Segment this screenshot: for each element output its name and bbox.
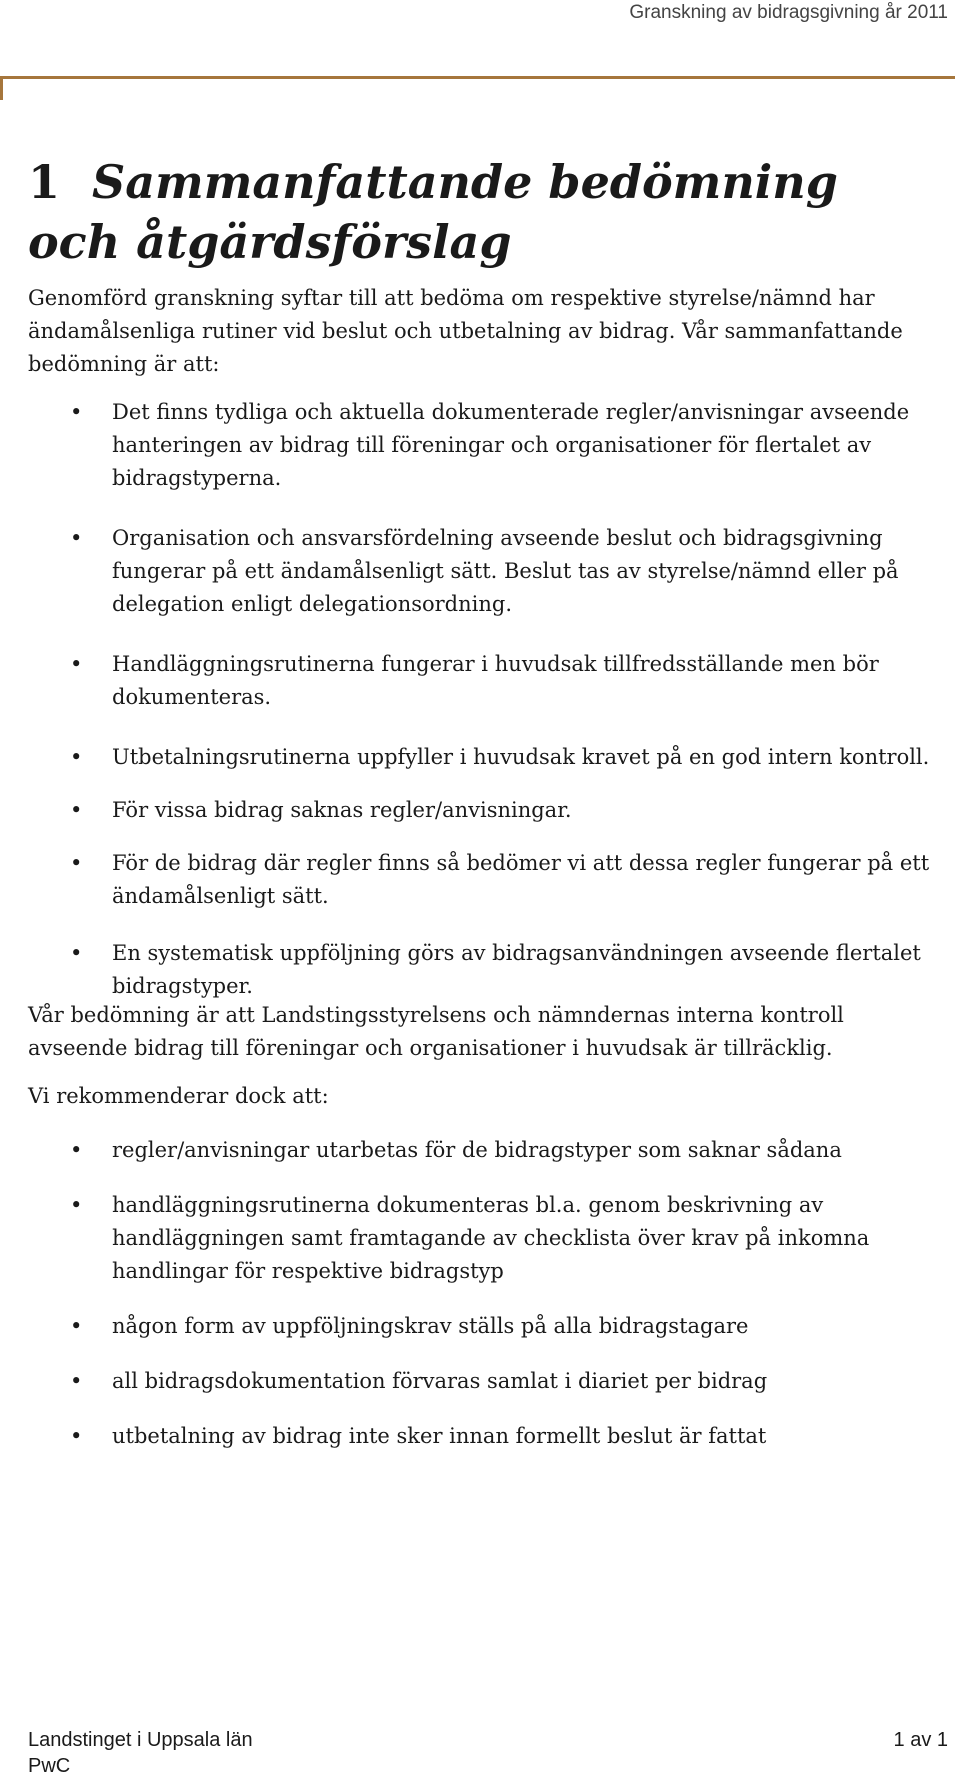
bullet-icon: • bbox=[70, 652, 83, 676]
bullet-icon: • bbox=[70, 1314, 83, 1338]
list-item-text: regler/anvisningar utarbetas för de bidragstyper som saknar sådana bbox=[112, 1138, 842, 1162]
footer-org: Landstinget i Uppsala län bbox=[28, 1729, 253, 1751]
footer-left bbox=[28, 1727, 253, 1779]
list-item bbox=[0, 1189, 952, 1288]
list-item-text: Det finns tydliga och aktuella dokumenterade regler/anvisningar avseende hanteringen av bidrag till föreningar och organisationer för flertalet av bidragstyperna. bbox=[112, 400, 910, 490]
bullet-icon: • bbox=[70, 941, 83, 965]
bullet-icon: • bbox=[70, 400, 83, 424]
list-item-text: En systematisk uppföljning görs av bidragsanvändningen avseende flertalet bidragstyper. bbox=[112, 941, 921, 998]
list-item bbox=[0, 741, 952, 774]
list-item bbox=[0, 1365, 952, 1398]
list-item-text: någon form av uppföljningskrav ställs på alla bidragstagare bbox=[112, 1314, 749, 1338]
list-item bbox=[0, 1310, 952, 1343]
bullet-icon: • bbox=[70, 1424, 83, 1448]
list-item-text: Utbetalningsrutinerna uppfyller i huvudsak kravet på en god intern kontroll. bbox=[112, 745, 930, 769]
list-item bbox=[0, 794, 952, 827]
list-item-text: Organisation och ansvarsfördelning avseende beslut och bidragsgivning fungerar på ett ändamålsenligt sätt. Beslut tas av styrelse/nämnd eller på delegation enligt delegationsordning. bbox=[112, 526, 899, 616]
bullet-icon: • bbox=[70, 798, 83, 822]
recommendations-list bbox=[0, 1134, 960, 1453]
bullet-icon: • bbox=[70, 745, 83, 769]
bullet-icon: • bbox=[70, 1193, 83, 1217]
header-rule bbox=[0, 76, 955, 79]
list-item-text: handläggningsrutinerna dokumenteras bl.a. genom beskrivning av handläggningen samt framtagande av checklista över krav på inkomna handlingar för respektive bidragstyp bbox=[112, 1193, 870, 1283]
findings-list bbox=[0, 396, 960, 1003]
footer-firm: PwC bbox=[28, 1755, 71, 1777]
header-rule-tick bbox=[0, 76, 3, 100]
list-item-text: all bidragsdokumentation förvaras samlat i diariet per bidrag bbox=[112, 1369, 768, 1393]
list-item bbox=[0, 937, 952, 1003]
bullet-icon: • bbox=[70, 526, 83, 550]
list-item bbox=[0, 396, 952, 495]
list-item-text: utbetalning av bidrag inte sker innan formellt beslut är fattat bbox=[112, 1424, 767, 1448]
section-title-line1: Sammanfattande bedömning bbox=[92, 155, 838, 209]
bullet-icon: • bbox=[70, 851, 83, 875]
bullet-icon: • bbox=[70, 1138, 83, 1162]
footer-page-number: 1 av 1 bbox=[893, 1729, 948, 1751]
section-number: 1 bbox=[28, 155, 61, 209]
list-item bbox=[0, 522, 952, 621]
section-title-line2: och åtgärdsförslag bbox=[28, 215, 512, 269]
list-item bbox=[0, 648, 952, 714]
list-item-text: För de bidrag där regler finns så bedömer vi att dessa regler fungerar på ett ändamålsenligt sätt. bbox=[112, 851, 930, 908]
recommend-intro: Vi rekommenderar dock att: bbox=[28, 1084, 329, 1108]
list-item-text: Handläggningsrutinerna fungerar i huvudsak tillfredsställande men bör dokumenteras. bbox=[112, 652, 879, 709]
section-heading bbox=[28, 152, 928, 272]
running-header: Granskning av bidragsgivning år 2011 bbox=[629, 2, 948, 23]
list-item-text: För vissa bidrag saknas regler/anvisningar. bbox=[112, 798, 572, 822]
assessment-paragraph: Vår bedömning är att Landstingsstyrelsens och nämndernas interna kontroll avseende bidrag till föreningar och organisationer i huvudsak är tillräcklig. bbox=[28, 1003, 844, 1060]
list-item bbox=[0, 847, 952, 913]
list-item bbox=[0, 1420, 952, 1453]
bullet-icon: • bbox=[70, 1369, 83, 1393]
intro-paragraph: Genomförd granskning syftar till att bedöma om respektive styrelse/nämnd har ändamålsenliga rutiner vid beslut och utbetalning av bidrag. Vår sammanfattande bedömning är att: bbox=[28, 286, 903, 376]
list-item bbox=[0, 1134, 952, 1167]
